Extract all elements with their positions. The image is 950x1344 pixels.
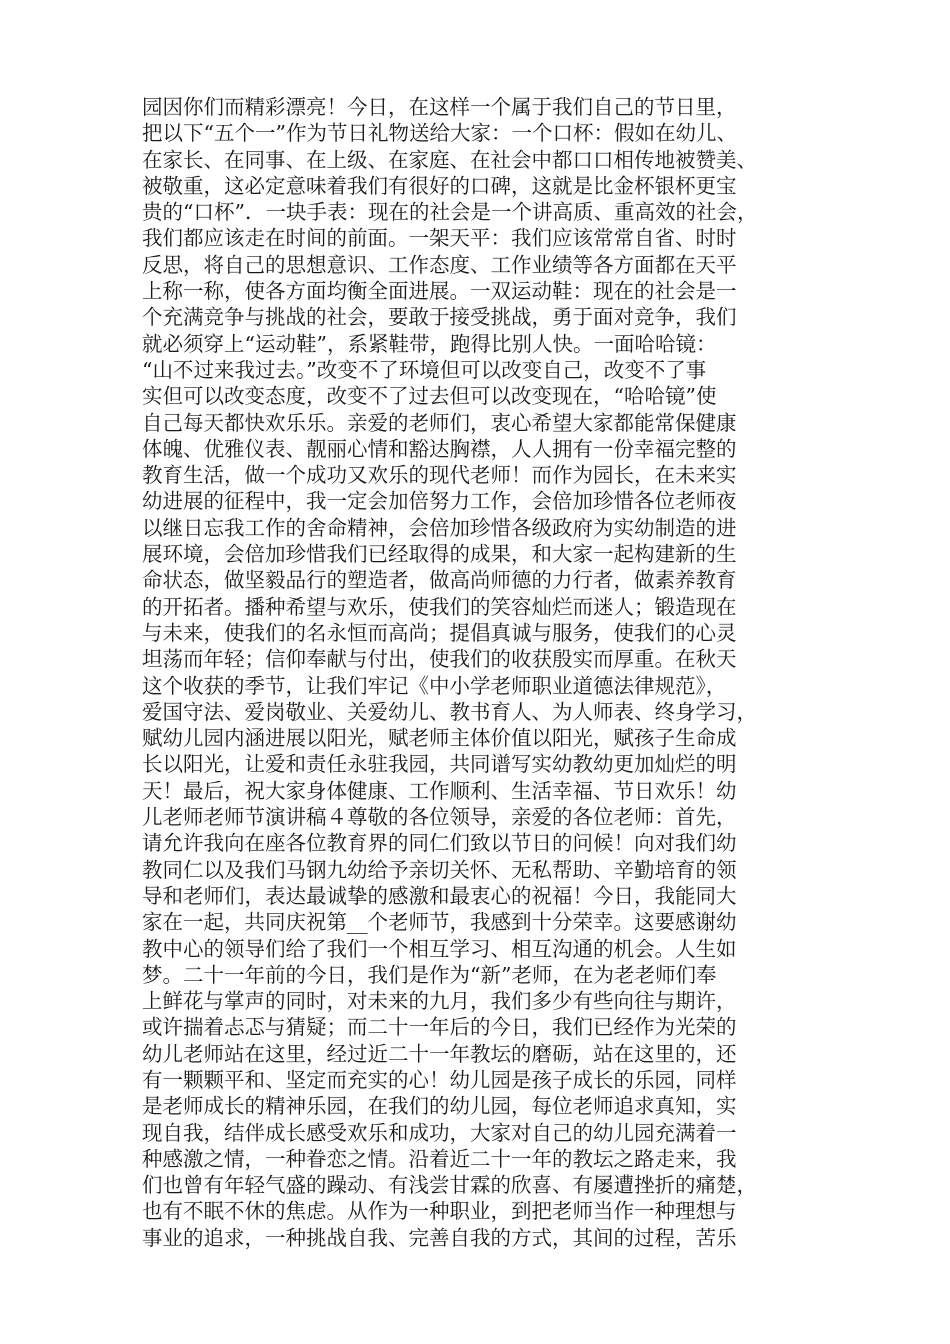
text-line: 上鲜花与掌声的同时，对未来的九月，我们多少有些向往与期许，: [142, 989, 737, 1014]
text-line: 教中心的领导们给了我们一个相互学习、相互沟通的机会。人生如: [142, 936, 737, 961]
text-line: 实但可以改变态度，改变不了过去但可以改变现在，“哈哈镜”使: [142, 384, 717, 409]
text-line: 在家长、在同事、在上级、在家庭、在社会中都口口相传地被赞美、: [142, 147, 757, 172]
text-line: 教育生活，做一个成功又欢乐的现代老师！而作为园长，在未来实: [142, 463, 737, 488]
text-line: 天！最后，祝大家身体健康、工作顺利、生活幸福、节日欢乐！幼: [142, 778, 737, 803]
text-line: 贵的“口杯”．一块手表：现在的社会是一个讲高质、重高效的社会，: [142, 200, 758, 225]
text-line: 上称一称，使各方面均衡全面进展。一双运动鞋：现在的社会是一: [142, 279, 737, 304]
text-line: 的开拓者。播种希望与欢乐，使我们的笑容灿烂而迷人；锻造现在: [142, 594, 737, 619]
text-line: 家在一起，共同庆祝第__个老师节，我感到十分荣幸。这要感谢幼: [142, 910, 737, 935]
text-line: 爱国守法、爱岗敬业、关爱幼儿、教书育人、为人师表、终身学习，: [142, 699, 757, 724]
text-line: 长以阳光，让爱和责任永驻我园，共同谱写实幼教幼更加灿烂的明: [142, 752, 737, 777]
text-line: 导和老师们，表达最诚挚的感激和最衷心的祝福！今日，我能同大: [142, 883, 737, 908]
text-line: 以继日忘我工作的舍命精神，会倍加珍惜各级政府为实幼制造的进: [142, 515, 737, 540]
text-line: 现自我，结伴成长感受欢乐和成功，大家对自己的幼儿园充满着一: [142, 1120, 737, 1145]
text-line: 幼儿老师站在这里，经过近二十一年教坛的磨砺，站在这里的，还: [142, 1041, 737, 1066]
text-line: 也有不眠不休的焦虑。从作为一种职业，到把老师当作一种理想与: [142, 1199, 737, 1224]
text-line: “山不过来我过去。”改变不了环境但可以改变自己，改变不了事: [142, 357, 707, 382]
text-line: 展环境，会倍加珍惜我们已经取得的成果，和大家一起构建新的生: [142, 542, 737, 567]
text-line: 请允许我向在座各位教育界的同仁们致以节日的问候！向对我们幼: [142, 831, 737, 856]
text-line: 园因你们而精彩漂亮！今日，在这样一个属于我们自己的节日里，: [142, 95, 737, 119]
text-line: 梦。二十一年前的今日，我们是作为“新”老师，在为老老师们奉: [142, 962, 717, 987]
text-line: 是老师成长的精神乐园，在我们的幼儿园，每位老师追求真知，实: [142, 1094, 737, 1119]
text-line: 教同仁以及我们马钢九幼给予亲切关怀、无私帮助、辛勤培育的领: [142, 857, 737, 882]
text-line: 与未来，使我们的名永恒而高尚；提倡真诚与服务，使我们的心灵: [142, 620, 737, 645]
text-line: 们也曾有年轻气盛的躁动、有浅尝甘霖的欣喜、有屡遭挫折的痛楚，: [142, 1173, 757, 1198]
text-line: 儿老师老师节演讲稿４尊敬的各位领导，亲爱的各位老师：首先，: [142, 805, 737, 830]
text-line: 赋幼儿园内涵进展以阳光，赋老师主体价值以阳光，赋孩子生命成: [142, 726, 737, 751]
text-line: 这个收获的季节，让我们牢记《中小学老师职业道德法律规范》，: [142, 673, 727, 698]
text-line: 幼进展的征程中，我一定会加倍努力工作，会倍加珍惜各位老师夜: [142, 489, 737, 514]
text-line: 事业的追求，一种挑战自我、完善自我的方式，其间的过程，苦乐: [142, 1225, 737, 1250]
text-line: 种感激之情，一种眷恋之情。沿着近二十一年的教坛之路走来，我: [142, 1146, 737, 1171]
text-line: 反思，将自己的思想意识、工作态度、工作业绩等各方面都在天平: [142, 252, 737, 277]
text-line: 坦荡而年轻；信仰奉献与付出，使我们的收获殷实而厚重。在秋天: [142, 647, 737, 672]
text-line: 被敬重，这必定意味着我们有很好的口碑，这就是比金杯银杯更宝: [142, 173, 737, 198]
text-line: 把以下“五个一”作为节日礼物送给大家：一个口杯：假如在幼儿、: [142, 121, 737, 146]
text-line: 或许揣着忐忑与猜疑；而二十一年后的今日，我们已经作为光荣的: [142, 1015, 737, 1040]
text-line: 有一颗颗平和、坚定而充实的心！幼儿园是孩子成长的乐园，同样: [142, 1067, 737, 1092]
text-line: 体魄、优雅仪表、靓丽心情和豁达胸襟，人人拥有一份幸福完整的: [142, 436, 737, 461]
body-text: [142, 94, 832, 1251]
text-line: 个充满竞争与挑战的社会，要敢于接受挑战，勇于面对竞争，我们: [142, 305, 737, 330]
text-line: 我们都应该走在时间的前面。一架天平：我们应该常常自省、时时: [142, 226, 737, 251]
text-line: 命状态，做坚毅品行的塑造者，做高尚师德的力行者，做素养教育: [142, 568, 737, 593]
text-line: 自己每天都快欢乐乐。亲爱的老师们，衷心希望大家都能常保健康: [142, 410, 737, 435]
text-line: 就必须穿上“运动鞋”，系紧鞋带，跑得比别人快。一面哈哈镜：: [142, 331, 717, 356]
